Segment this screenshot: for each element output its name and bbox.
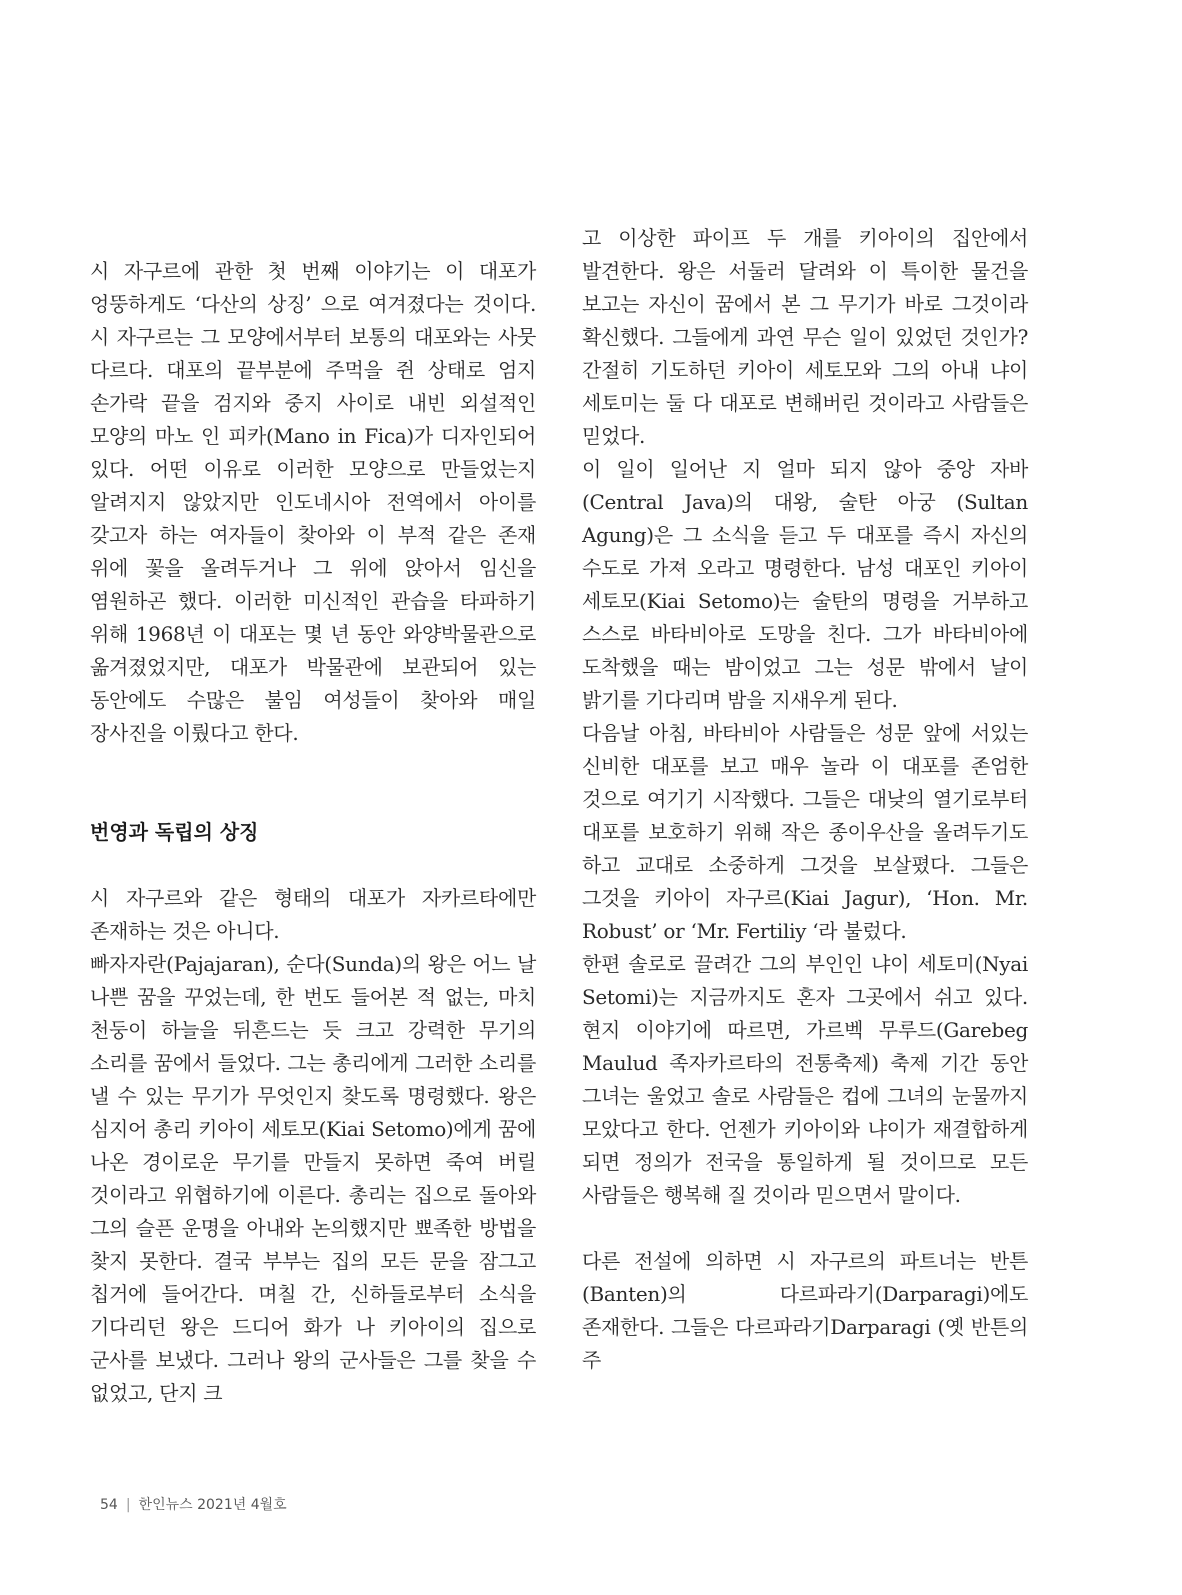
left-paragraph-3: 빠자자란(Pajajaran), 순다(Sunda)의 왕은 어느 날 나쁜 꿈을 꾸었는데, 한 번도 들어본 적 없는, 마치 천둥이 하늘을 뒤흔드는 듯 크고 강력한 무기의 소리를 꿈에서 들었다. 그는 총리에게 그러한 소리를 낼 수 있는 무기가 무엇인지 찾도록 명령했다. 왕은 심지어 총리 키아이 세토모(Kiai Setomo)에게 꿈에 나온 경이로운 무기를 만들지 못하면 죽여 버릴 것이라고 위협하기에 이른다. 총리는 집으로 돌아와 그의 슬픈 운명을 아내와 논의했지만 뾰족한 방법을 찾지 못한다. 결국 부부는 집의 모든 문을 잠그고 칩거에 들어간다. 며칠 간, 신하들로부터 소식을 기다리던 왕은 드디어 화가 나 키아이의 집으로 군사를 보냈다. 그러나 왕의 군사들은 그를 찾을 수 없었고, 단지 크 xyxy=(90,952,536,1405)
paragraph-spacer xyxy=(90,783,536,816)
page-footer xyxy=(100,1494,287,1514)
left-column xyxy=(90,255,536,1410)
right-paragraph-5: 다른 전설에 의하면 시 자구르의 파트너는 반튼(Banten)의 다르파라기(Darparagi)에도 존재한다. 그들은 다르파라기Darparagi (옛 반튼의 주 xyxy=(582,1249,1028,1372)
right-paragraph-1: 고 이상한 파이프 두 개를 키아이의 집안에서 발견한다. 왕은 서둘러 달려와 이 특이한 물건을 보고는 자신이 꿈에서 본 그 무기가 바로 그것이라 확신했다. 그들에게 과연 무슨 일이 있었던 것인가? 간절히 기도하던 키아이 세토모와 그의 아내 냐이 세토미는 둘 다 대포로 변해버린 것이라고 사람들은 믿었다. xyxy=(582,226,1028,448)
section-heading: 번영과 독립의 상징 xyxy=(90,820,259,844)
right-paragraph-3: 다음날 아침, 바타비아 사람들은 성문 앞에 서있는 신비한 대포를 보고 매우 놀라 이 대포를 존엄한 것으로 여기기 시작했다. 그들은 대낮의 열기로부터 대포를 보호하기 위해 작은 종이우산을 올려두기도 하고 교대로 소중하게 그것을 보살폈다. 그들은 그것을 키아이 자구르(Kiai Jagur), ‘Hon. Mr. Robust’ or ‘Mr. Fertiliy ‘라 불렀다. xyxy=(582,721,1028,943)
publication-name: 한인뉴스 2021년 4월호 xyxy=(138,1497,287,1513)
page-number: 54 xyxy=(100,1497,118,1513)
right-paragraph-4: 한편 솔로로 끌려간 그의 부인인 냐이 세토미(Nyai Setomi)는 지금까지도 혼자 그곳에서 쉬고 있다. 현지 이야기에 따르면, 가르벡 무루드(Garebeg Maulud 족자카르타의 전통축제) 축제 기간 동안 그녀는 울었고 솔로 사람들은 컵에 그녀의 눈물까지 모았다고 한다. 언젠가 키아이와 냐이가 재결합하게 되면 정의가 전국을 통일하게 될 것이므로 모든 사람들은 행복해 질 것이라 믿으면서 말이다. xyxy=(582,952,1028,1207)
left-paragraph-1: 시 자구르에 관한 첫 번째 이야기는 이 대포가 엉뚱하게도 ‘다산의 상징’ 으로 여겨졌다는 것이다. 시 자구르는 그 모양에서부터 보통의 대포와는 사뭇 다르다. 대포의 끝부분에 주먹을 쥔 상태로 엄지 손가락 끝을 검지와 중지 사이로 내빈 외설적인 모양의 마노 인 피카(Mano in Fica)가 디자인되어 있다. 어떤 이유로 이러한 모양으로 만들었는지 알려지지 않았지만 인도네시아 전역에서 아이를 갖고자 하는 여자들이 찾아와 이 부적 같은 존재 위에 꽃을 올려두거나 그 위에 앉아서 임신을 염원하곤 했다. 이러한 미신적인 관습을 타파하기 위해 1968년 이 대포는 몇 년 동안 와양박물관으로 옮겨졌었지만, 대포가 박물관에 보관되어 있는 동안에도 수많은 불임 여성들이 찾아와 매일 장사진을 이뤘다고 한다. xyxy=(90,259,536,745)
paragraph-spacer xyxy=(90,849,536,882)
paragraph-spacer xyxy=(582,1212,1028,1245)
right-paragraph-2: 이 일이 일어난 지 얼마 되지 않아 중앙 자바(Central Java)의 대왕, 술탄 아궁 (Sultan Agung)은 그 소식을 듣고 두 대포를 즉시 자신의 수도로 가져 오라고 명령한다. 남성 대포인 키아이 세토모(Kiai Setomo)는 술탄의 명령을 거부하고 스스로 바타비아로 도망을 친다. 그가 바타비아에 도착했을 때는 밤이었고 그는 성문 밖에서 날이 밝기를 기다리며 밤을 지새우게 된다. xyxy=(582,457,1028,712)
right-column xyxy=(582,222,1028,1377)
paragraph-spacer xyxy=(90,750,536,783)
footer-separator: | xyxy=(125,1497,131,1513)
left-paragraph-2: 시 자구르와 같은 형태의 대포가 자카르타에만 존재하는 것은 아니다. xyxy=(90,886,536,943)
